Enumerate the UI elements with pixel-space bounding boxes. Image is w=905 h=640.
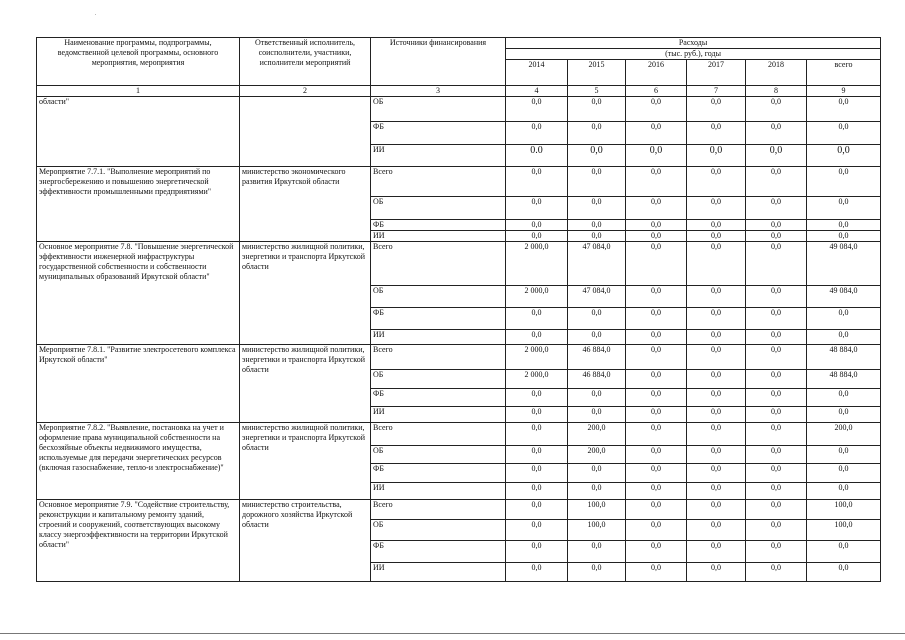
amount-cell: 46 884,0 — [568, 370, 626, 389]
column-number: 7 — [687, 86, 746, 97]
funding-source: Всего — [371, 242, 506, 286]
amount-cell: 48 884,0 — [807, 370, 881, 389]
amount-cell: 0,0 — [746, 446, 807, 464]
page-bottom-edge — [0, 633, 905, 634]
measure-name: Мероприятие 7.8.2. "Выявление, постановка на учет и оформление права муниципальной собственности на бесхозяйные объекты недвижимого имущества, используемые для передачи энергетических ресурсов (включая газоснабжение, тепло-и электроснабжение)" — [37, 423, 240, 500]
measure-name: Основное мероприятие 7.8. "Повышение энергетической эффективности инженерной инфраструктуры государственной собственности и собственности муниципальных образований Иркутской области" — [37, 242, 240, 345]
amount-cell: 0,0 — [568, 563, 626, 582]
funding-source: ИИ — [371, 330, 506, 345]
amount-cell: 0,0 — [626, 197, 687, 220]
amount-cell: 2 000,0 — [506, 242, 568, 286]
amount-cell: 200,0 — [807, 423, 881, 446]
funding-source: ОБ — [371, 97, 506, 122]
responsible-executor: министерство жилищной политики, энергетики и транспорта Иркутской области — [240, 345, 371, 423]
funding-source: ОБ — [371, 520, 506, 541]
amount-cell: 0,0 — [568, 167, 626, 197]
amount-cell: 0,0 — [807, 197, 881, 220]
amount-cell: 0,0 — [687, 446, 746, 464]
amount-cell: 0,0 — [807, 483, 881, 500]
measure-name: области" — [37, 97, 240, 167]
funding-source: ФБ — [371, 220, 506, 231]
amount-cell: 0,0 — [807, 220, 881, 231]
column-number: 6 — [626, 86, 687, 97]
amount-cell: 0,0 — [506, 308, 568, 330]
amount-cell: 47 084,0 — [568, 242, 626, 286]
column-number: 5 — [568, 86, 626, 97]
amount-cell: 0,0 — [687, 345, 746, 370]
amount-cell: 0,0 — [746, 345, 807, 370]
amount-cell: 0,0 — [687, 520, 746, 541]
amount-cell: 0,0 — [807, 145, 881, 167]
amount-cell: 0,0 — [687, 242, 746, 286]
amount-cell: 0,0 — [687, 500, 746, 520]
amount-cell: 0,0 — [506, 423, 568, 446]
funding-source: ФБ — [371, 308, 506, 330]
amount-cell: 46 884,0 — [568, 345, 626, 370]
amount-cell: 0,0 — [746, 389, 807, 407]
amount-cell: 0,0 — [626, 563, 687, 582]
amount-cell: 0,0 — [626, 345, 687, 370]
funding-source: ФБ — [371, 389, 506, 407]
scan-speck — [95, 14, 96, 15]
amount-cell: 0,0 — [506, 389, 568, 407]
amount-cell: 2 000,0 — [506, 345, 568, 370]
measure-name: Мероприятие 7.7.1. "Выполнение мероприятий по энергосбережению и повышению энергетической эффективности промышленными предприятиями" — [37, 167, 240, 242]
amount-cell: 0,0 — [626, 308, 687, 330]
amount-cell: 0,0 — [568, 407, 626, 423]
funding-source: ИИ — [371, 407, 506, 423]
amount-cell: 0,0 — [746, 220, 807, 231]
header-units: (тыс. руб.), годы — [506, 49, 881, 60]
amount-cell: 0,0 — [746, 231, 807, 242]
funding-source: ОБ — [371, 370, 506, 389]
responsible-executor: министерство жилищной политики, энергетики и транспорта Иркутской области — [240, 423, 371, 500]
header-expenses: Расходы — [506, 38, 881, 49]
table-row — [37, 97, 881, 122]
amount-cell: 0,0 — [746, 308, 807, 330]
table-row — [37, 345, 881, 370]
amount-cell: 0,0 — [687, 423, 746, 446]
column-number: 1 — [37, 86, 240, 97]
amount-cell: 0,0 — [687, 145, 746, 167]
funding-source: ИИ — [371, 145, 506, 167]
amount-cell: 0,0 — [506, 563, 568, 582]
funding-source: ИИ — [371, 231, 506, 242]
amount-cell: 100,0 — [807, 520, 881, 541]
amount-cell: 0,0 — [746, 286, 807, 308]
amount-cell: 0,0 — [506, 483, 568, 500]
amount-cell: 0,0 — [807, 167, 881, 197]
amount-cell: 0,0 — [626, 520, 687, 541]
funding-source: Всего — [371, 345, 506, 370]
table-row — [37, 500, 881, 520]
amount-cell: 0,0 — [687, 389, 746, 407]
funding-source: ОБ — [371, 286, 506, 308]
amount-cell: 200,0 — [568, 446, 626, 464]
table-row — [37, 423, 881, 446]
amount-cell: 0,0 — [568, 541, 626, 563]
amount-cell: 0,0 — [568, 197, 626, 220]
amount-cell: 0,0 — [626, 145, 687, 167]
funding-source: ФБ — [371, 122, 506, 145]
amount-cell: 0,0 — [746, 242, 807, 286]
amount-cell: 0,0 — [746, 122, 807, 145]
amount-cell: 0,0 — [626, 97, 687, 122]
amount-cell: 0,0 — [687, 407, 746, 423]
amount-cell: 0,0 — [746, 464, 807, 483]
amount-cell: 0,0 — [568, 145, 626, 167]
amount-cell: 0,0 — [807, 541, 881, 563]
amount-cell: 0,0 — [626, 370, 687, 389]
amount-cell: 0,0 — [746, 330, 807, 345]
amount-cell: 0,0 — [807, 464, 881, 483]
amount-cell: 0,0 — [807, 122, 881, 145]
table-body — [37, 97, 881, 582]
funding-source: ИИ — [371, 483, 506, 500]
header-executor: Ответственный исполнитель, соисполнители, участники, исполнители мероприятий — [240, 38, 371, 86]
amount-cell: 0,0 — [626, 389, 687, 407]
amount-cell: 0,0 — [687, 167, 746, 197]
amount-cell: 0,0 — [568, 330, 626, 345]
financing-table — [36, 37, 881, 582]
amount-cell: 49 084,0 — [807, 286, 881, 308]
header-year: 2017 — [687, 60, 746, 86]
amount-cell: 0,0 — [506, 407, 568, 423]
amount-cell: 0,0 — [687, 308, 746, 330]
column-number: 8 — [746, 86, 807, 97]
amount-cell: 0,0 — [807, 308, 881, 330]
amount-cell: 100,0 — [807, 500, 881, 520]
amount-cell: 0,0 — [687, 220, 746, 231]
header-name: Наименование программы, подпрограммы, ведомственной целевой программы, основного мероприятия, мероприятия — [37, 38, 240, 86]
amount-cell: 0,0 — [506, 541, 568, 563]
amount-cell: 0,0 — [506, 446, 568, 464]
funding-source: Всего — [371, 500, 506, 520]
amount-cell: 0,0 — [746, 500, 807, 520]
amount-cell: 0,0 — [626, 500, 687, 520]
amount-cell: 0,0 — [626, 286, 687, 308]
column-number: 3 — [371, 86, 506, 97]
amount-cell: 0,0 — [626, 464, 687, 483]
amount-cell: 2 000,0 — [506, 286, 568, 308]
amount-cell: 0,0 — [807, 330, 881, 345]
column-number: 2 — [240, 86, 371, 97]
amount-cell: 0,0 — [568, 97, 626, 122]
amount-cell: 0,0 — [626, 122, 687, 145]
responsible-executor — [240, 97, 371, 167]
amount-cell: 0,0 — [807, 563, 881, 582]
measure-name: Основное мероприятие 7.9. "Содействие строительству, реконструкции и капитальному ремонту зданий, строений и сооружений, соответствующих высокому классу энергоэффективности на территории Иркутской области" — [37, 500, 240, 582]
amount-cell: 0,0 — [807, 231, 881, 242]
amount-cell: 100,0 — [568, 500, 626, 520]
header-year: 2014 — [506, 60, 568, 86]
amount-cell: 0,0 — [626, 231, 687, 242]
table-row — [37, 167, 881, 197]
amount-cell: 0,0 — [568, 231, 626, 242]
amount-cell: 0,0 — [746, 483, 807, 500]
amount-cell: 0,0 — [568, 464, 626, 483]
amount-cell: 0,0 — [568, 220, 626, 231]
amount-cell: 0,0 — [506, 197, 568, 220]
header-year: всего — [807, 60, 881, 86]
amount-cell: 0.0 — [506, 145, 568, 167]
header-year: 2015 — [568, 60, 626, 86]
amount-cell: 0,0 — [746, 167, 807, 197]
amount-cell: 0,0 — [626, 541, 687, 563]
amount-cell: 0,0 — [807, 97, 881, 122]
amount-cell: 0,0 — [687, 197, 746, 220]
amount-cell: 0,0 — [568, 389, 626, 407]
amount-cell: 0,0 — [746, 520, 807, 541]
amount-cell: 0,0 — [506, 464, 568, 483]
amount-cell: 0,0 — [687, 122, 746, 145]
amount-cell: 0,0 — [746, 563, 807, 582]
amount-cell: 48 884,0 — [807, 345, 881, 370]
amount-cell: 0,0 — [626, 446, 687, 464]
amount-cell: 0,0 — [506, 167, 568, 197]
amount-cell: 0,0 — [687, 563, 746, 582]
header-year: 2016 — [626, 60, 687, 86]
amount-cell: 0,0 — [746, 541, 807, 563]
amount-cell: 0,0 — [568, 483, 626, 500]
amount-cell: 49 084,0 — [807, 242, 881, 286]
header-source: Источники финансирования — [371, 38, 506, 86]
amount-cell: 0,0 — [626, 242, 687, 286]
amount-cell: 0,0 — [626, 330, 687, 345]
funding-source: ИИ — [371, 563, 506, 582]
amount-cell: 0,0 — [626, 167, 687, 197]
amount-cell: 0,0 — [687, 286, 746, 308]
amount-cell: 47 084,0 — [568, 286, 626, 308]
amount-cell: 0,0 — [807, 407, 881, 423]
column-number: 4 — [506, 86, 568, 97]
amount-cell: 0,0 — [746, 407, 807, 423]
amount-cell: 0,0 — [506, 231, 568, 242]
amount-cell: 2 000,0 — [506, 370, 568, 389]
amount-cell: 0,0 — [807, 446, 881, 464]
amount-cell: 0,0 — [506, 220, 568, 231]
amount-cell: 0,0 — [626, 407, 687, 423]
funding-source: Всего — [371, 423, 506, 446]
amount-cell: 0,0 — [807, 389, 881, 407]
amount-cell: 0,0 — [568, 308, 626, 330]
responsible-executor: министерство строительства, дорожного хозяйства Иркутской области — [240, 500, 371, 582]
responsible-executor: министерство экономического развития Иркутской области — [240, 167, 371, 242]
funding-source: ОБ — [371, 197, 506, 220]
amount-cell: 0,0 — [687, 483, 746, 500]
amount-cell: 0,0 — [687, 541, 746, 563]
amount-cell: 0,0 — [506, 122, 568, 145]
amount-cell: 0,0 — [746, 145, 807, 167]
table-row — [37, 242, 881, 286]
amount-cell: 0,0 — [506, 330, 568, 345]
amount-cell: 0,0 — [687, 330, 746, 345]
responsible-executor: министерство жилищной политики, энергетики и транспорта Иркутской области — [240, 242, 371, 345]
amount-cell: 0,0 — [746, 97, 807, 122]
funding-source: Всего — [371, 167, 506, 197]
amount-cell: 0,0 — [687, 464, 746, 483]
amount-cell: 0,0 — [746, 197, 807, 220]
amount-cell: 0,0 — [626, 483, 687, 500]
amount-cell: 0,0 — [746, 423, 807, 446]
amount-cell: 0,0 — [568, 122, 626, 145]
amount-cell: 0,0 — [626, 220, 687, 231]
funding-source: ФБ — [371, 464, 506, 483]
amount-cell: 0,0 — [687, 231, 746, 242]
measure-name: Мероприятие 7.8.1. "Развитие электросетевого комплекса Иркутской области" — [37, 345, 240, 423]
amount-cell: 100,0 — [568, 520, 626, 541]
amount-cell: 0,0 — [506, 520, 568, 541]
header-year: 2018 — [746, 60, 807, 86]
funding-source: ОБ — [371, 446, 506, 464]
amount-cell: 0,0 — [746, 370, 807, 389]
amount-cell: 0,0 — [687, 97, 746, 122]
funding-source: ФБ — [371, 541, 506, 563]
amount-cell: 0,0 — [506, 500, 568, 520]
column-number: 9 — [807, 86, 881, 97]
amount-cell: 0,0 — [506, 97, 568, 122]
amount-cell: 0,0 — [626, 423, 687, 446]
amount-cell: 0,0 — [687, 370, 746, 389]
amount-cell: 200,0 — [568, 423, 626, 446]
